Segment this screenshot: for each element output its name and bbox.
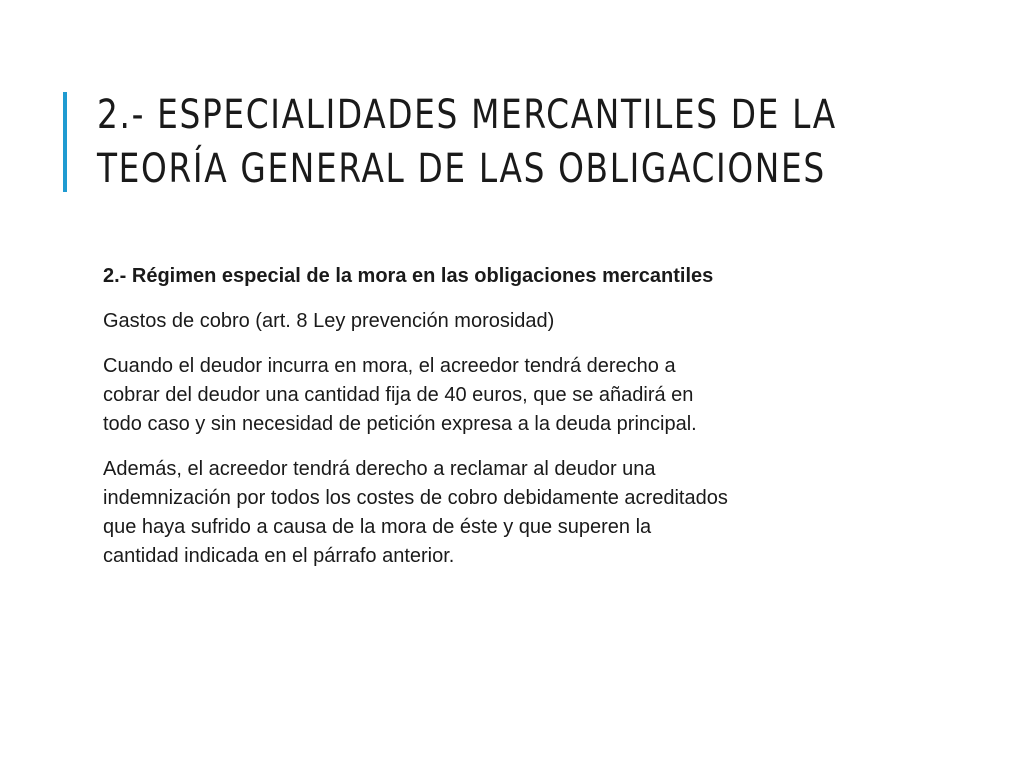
section-heading: 2.- Régimen especial de la mora en las obligaciones mercantiles: [103, 265, 714, 287]
slide-title: [97, 88, 837, 196]
section-subheading: Gastos de cobro (art. 8 Ley prevención morosidad): [103, 310, 555, 332]
paragraph-1: [103, 352, 903, 439]
paragraph-2: [103, 455, 903, 571]
paragraph-1-line: cobrar del deudor una cantidad fija de 40 euros, que se añadirá en: [103, 384, 694, 406]
title-accent-bar: [63, 92, 67, 192]
paragraph-2-line: Además, el acreedor tendrá derecho a reclamar al deudor una: [103, 458, 656, 480]
paragraph-2-line: que haya sufrido a causa de la mora de éste y que superen la: [103, 516, 652, 538]
paragraph-1-line: Cuando el deudor incurra en mora, el acreedor tendrá derecho a: [103, 355, 676, 377]
slide-content: [103, 262, 903, 587]
paragraph-2-line: cantidad indicada en el párrafo anterior.: [103, 545, 455, 567]
slide-title-line-1: 2.- ESPECIALIDADES MERCANTILES DE LA: [97, 92, 837, 138]
paragraph-1-line: todo caso y sin necesidad de petición expresa a la deuda principal.: [103, 413, 697, 435]
paragraph-2-line: indemnización por todos los costes de cobro debidamente acreditados: [103, 487, 728, 509]
slide-title-line-2: TEORÍA GENERAL DE LAS OBLIGACIONES: [97, 146, 826, 192]
